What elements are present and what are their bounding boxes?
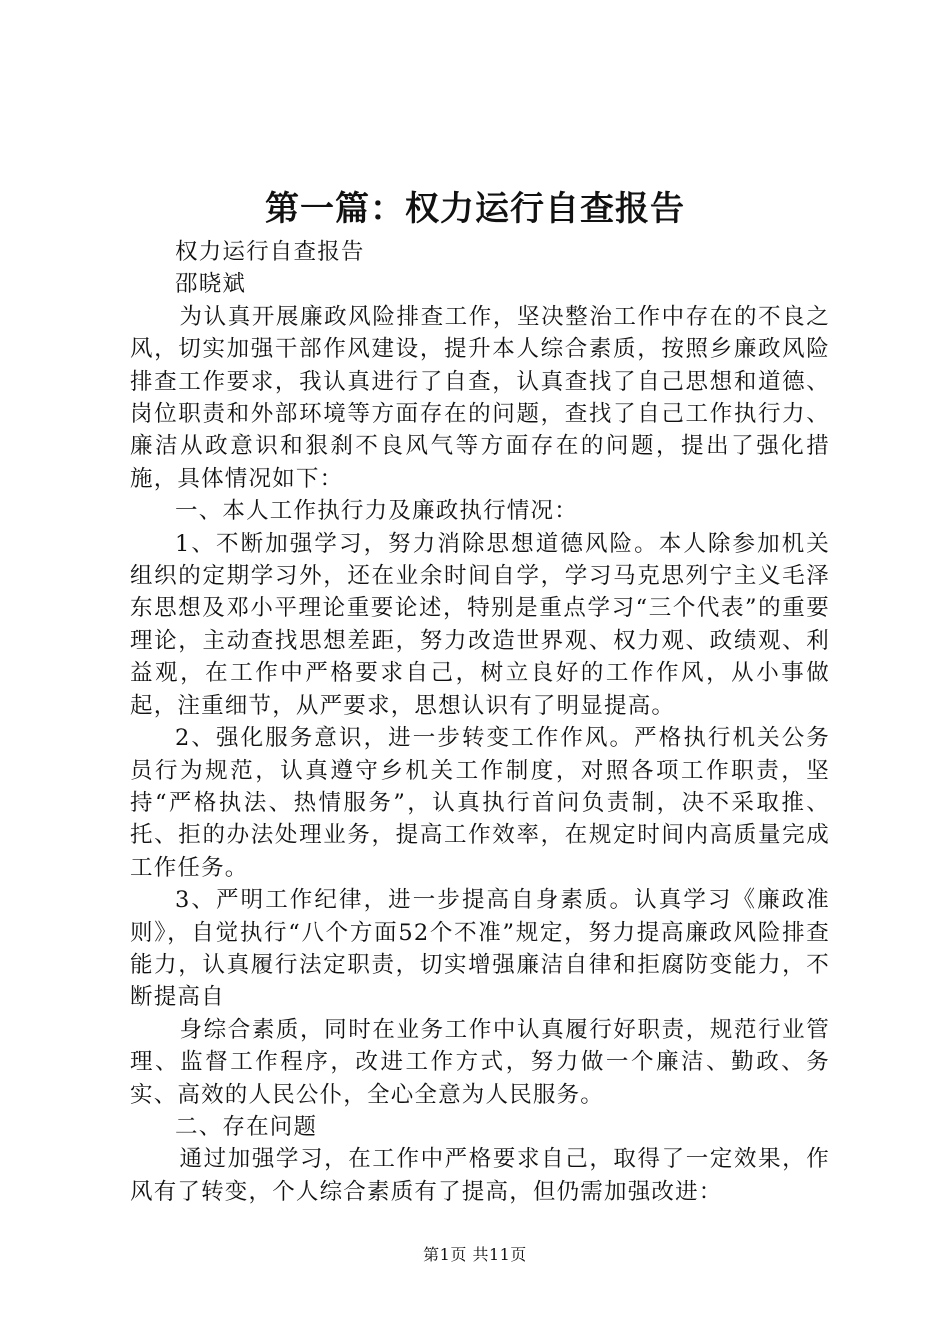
paragraph-section-2-heading: 二、存在问题 xyxy=(175,1113,318,1140)
paragraph-subtitle: 权力运行自查报告 xyxy=(175,239,365,265)
paragraph-intro: 为认真开展廉政风险排查工作，坚决整治工作中存在的不良之风，切实加强干部作风建设，提升本人综合素质，按照乡廉政风险排查工作要求，我认真进行了自查，认真查找了自己思想和道德、岗位职责和外部环境等方面存在的问题，查找了自己工作执行力、廉洁从政意识和狠刹不良风气等方面存在的问题，提出了强化措施，具体情况如下： xyxy=(130,303,830,492)
paragraph-item-2: 2、强化服务意识，进一步转变工作作风。严格执行机关公务员行为规范，认真遵守乡机关工作制度，对照各项工作职责，坚持“严格执法、热情服务”，认真执行首问负责制，决不采取推、托、拒的办法处理业务，提高工作效率，在规定时间内高质量完成工作任务。 xyxy=(130,725,830,881)
paragraph-item-1: 1、不断加强学习，努力消除思想道德风险。本人除参加机关组织的定期学习外，还在业余时间自学，学习马克思列宁主义毛泽东思想及邓小平理论重要论述，特别是重点学习“三个代表”的重要理论，主动查找思想差距，努力改造世界观、权力观、政绩观、利益观，在工作中严格要求自己，树立良好的工作作风，从小事做起，注重细节，从严要求，思想认识有了明显提高。 xyxy=(130,530,830,719)
paragraph-item-3-continued: 身综合素质，同时在业务工作中认真履行好职责，规范行业管理、监督工作程序，改进工作方式，努力做一个廉洁、勤政、务实、高效的人民公仆，全心全意为人民服务。 xyxy=(130,1016,830,1108)
document-body xyxy=(130,236,830,1208)
document-title: 第一篇：权力运行自查报告 xyxy=(265,189,685,229)
paragraph-section-1-heading: 一、本人工作执行力及廉政执行情况： xyxy=(175,498,578,525)
paragraph-author: 邵晓斌 xyxy=(175,271,247,298)
page-number-footer: 第1页 共11页 xyxy=(423,1245,527,1264)
paragraph-problems: 通过加强学习，在工作中严格要求自己，取得了一定效果，作风有了转变，个人综合素质有了提高，但仍需加强改进： xyxy=(130,1146,830,1205)
paragraph-item-3: 3、严明工作纪律，进一步提高自身素质。认真学习《廉政准则》，自觉执行“八个方面52个不准”规定，努力提高廉政风险排查能力，认真履行法定职责，切实增强廉洁自律和拒腐防变能力，不断提高自 xyxy=(130,887,830,1011)
